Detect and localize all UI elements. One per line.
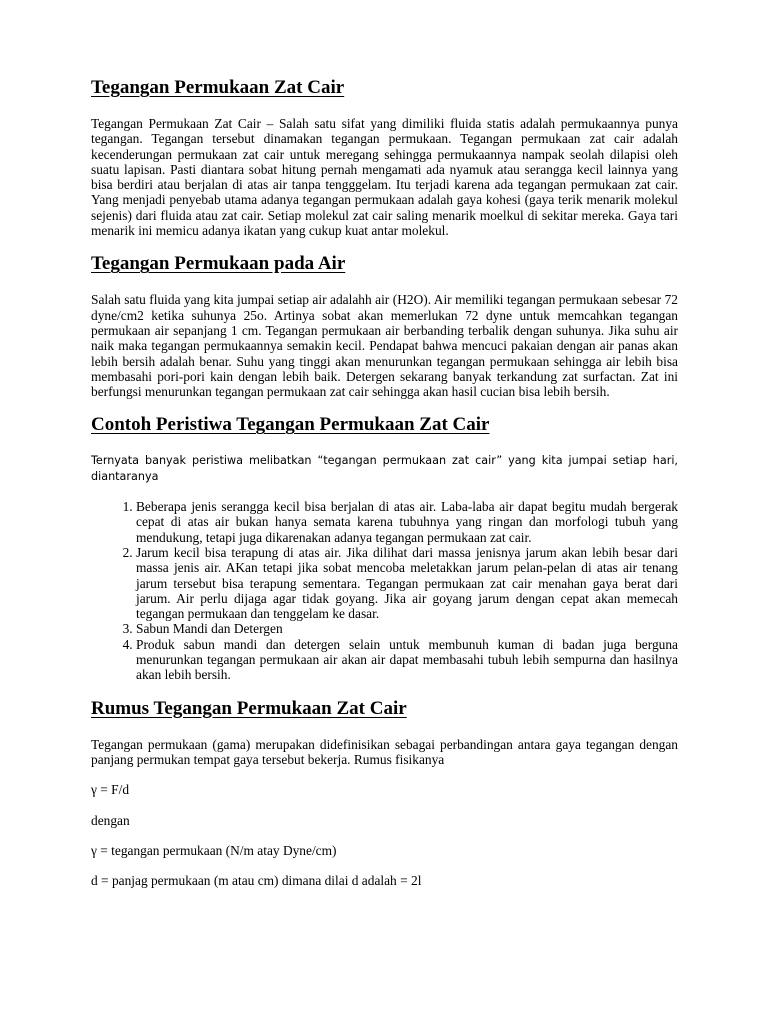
formula-gamma: γ = F/d	[91, 782, 130, 798]
section-heading-4: Rumus Tegangan Permukaan Zat Cair	[91, 697, 407, 719]
section-heading-2: Tegangan Permukaan pada Air	[91, 253, 346, 275]
section-heading-3: Contoh Peristiwa Tegangan Permukaan Zat Cair	[91, 414, 490, 436]
section-heading-1: Tegangan Permukaan Zat Cair	[91, 77, 345, 98]
section-intro-3: Ternyata banyak peristiwa melibatkan “tegangan permukaan zat cair” yang kita jumpai setiap hari, diantaranya	[91, 454, 678, 483]
list-item: 3. Sabun Mandi dan Detergen	[136, 621, 678, 636]
section-body-2: Salah satu fluida yang kita jumpai setiap air adalahh air (H2O). Air memiliki tegangan permukaan sebesar 72 dyne/cm2 ketika suhunya 25o. Artinya sobat akan memerlukan 72 dyne untuk memcahkan tegangan permukaan air sepanjang 1 cm. Tegangan permukaan air berbanding terbalik dengan suhunya. Jika suhu air naik maka tegangan permukaannya semakin kecil. Pendapat bahwa mencuci pakaian dengan air panas akan lebih bersih adalah benar. Suhu yang tinggi akan menurunkan tegangan permukaan sehingga air lebih bisa membasahi pori-pori kain dengan lebih baik. Detergen sekarang banyak terkandung zat surfactan. Zat ini berfungsi menurunkan tegangan permukaan zat cair sehingga akan hasil cucian bisa lebih bersih.	[91, 292, 678, 400]
list-item: 2. Jarum kecil bisa terapung di atas air. Jika dilihat dari massa jenisnya jarum akan lebih besar dari massa jenis air. AKan tetapi jika sobat mencoba meletakkan jarum pelan-pelan di atas air tenang jarum tersebut bisa terapung sementara. Tegangan permukaan zat cair menahan gaya berat dari jarum. Air perlu dijaga agar tidak goyang. Jika air goyang jarum dengan cepat akan memecah tegangan permukaan dan tenggelam ke dasar.	[136, 545, 678, 621]
example-list	[91, 499, 678, 683]
section-body-4: Tegangan permukaan (gama) merupakan didefinisikan sebagai perbandingan antara gaya tegangan dengan panjang permukan tempat gaya tersebut bekerja. Rumus fisikanya	[91, 736, 678, 767]
formula-dengan: dengan	[91, 812, 130, 828]
formula-def-d: d = panjag permukaan (m atau cm) dimana dilai d adalah = 2l	[91, 873, 422, 889]
list-item: 4. Produk sabun mandi dan detergen selain untuk membunuh kuman di badan juga berguna menurunkan tegangan permukaan air akan air dapat membasahi tubuh lebih sempurna dan hasilnya akan lebih bersih.	[136, 637, 678, 683]
document-page	[91, 76, 678, 888]
formula-def-gamma: γ = tegangan permukaan (N/m atay Dyne/cm)	[91, 842, 337, 858]
section-body-1: Tegangan Permukaan Zat Cair – Salah satu sifat yang dimiliki fluida statis adalah permukaannya punya tegangan. Tegangan tersebut dinamakan tegangan permukaan. Tegangan permukaan zat cair adalah kecenderungan permukaan zat cair untuk meregang sehingga permukaannya nampak seolah dilapisi oleh suatu lapisan. Pasti diantara sobat hitung pernah mengamati ada nyamuk atau serangga kecil lainnya yang bisa berdiri atau berjalan di atas air tanpa tengggelam. Itu terjadi karena ada tegangan permukaan zat cair. Yang menjadi penyebab utama adanya tegangan permukaan adalah gaya kohesi (gaya terik menarik molekul sejenis) dari fluida atau zat cair. Setiap molekul zat cair saling menarik moelkul di sekitar mereka. Gaya tari menarik ini memicu adanya ikatan yang cukup kuat antar molekul.	[91, 116, 678, 239]
list-item: 1. Beberapa jenis serangga kecil bisa berjalan di atas air. Laba-laba air dapat begitu mudah bergerak cepat di atas air bukan hanya semata karena tubuhnya yang ringan dan morfologi tubuh yang mendukung, tetapi juga dikarenakan adanya tegangan permukaan zat cair.	[136, 499, 678, 545]
